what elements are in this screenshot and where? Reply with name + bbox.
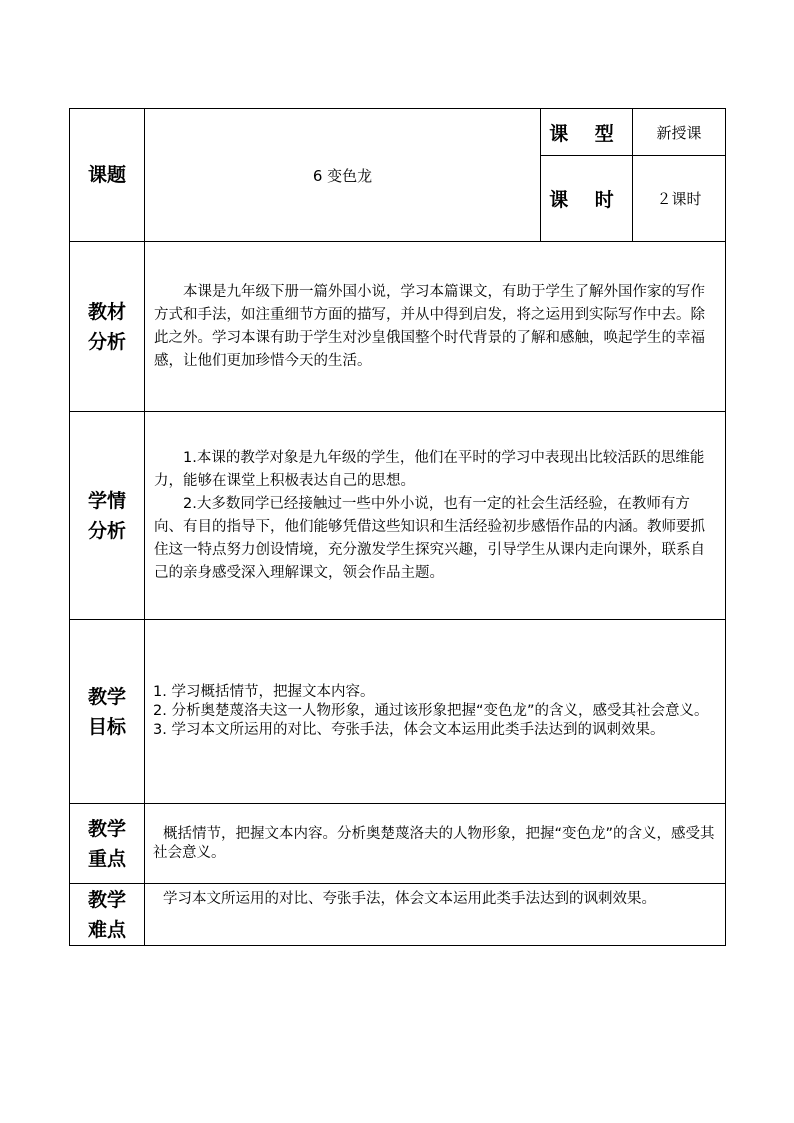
difficulties-text: 学习本文所运用的对比、夸张手法，体会文本运用此类手法达到的讽刺效果。	[163, 891, 656, 907]
objective-item: 2. 分析奥楚蔑洛夫这一人物形象，通过该形象把握“变色龙”的含义，感受其社会意义。	[153, 703, 709, 719]
difficulties-label	[70, 884, 145, 946]
lesson-type-value: 新授课	[633, 109, 726, 156]
header-row	[70, 109, 726, 156]
objectives-label-line1: 教学	[87, 685, 126, 708]
material-analysis-content	[145, 242, 726, 412]
lesson-plan-table	[69, 108, 726, 946]
key-points-label-line1: 教学	[87, 817, 126, 840]
objective-item: 1. 学习概括情节，把握文本内容。	[153, 684, 375, 700]
key-points-label	[70, 804, 145, 884]
learner-label-line2: 分析	[87, 519, 126, 542]
material-analysis-label	[70, 242, 145, 412]
learner-label-line1: 学情	[87, 489, 126, 512]
learner-analysis-label	[70, 412, 145, 620]
key-points-text: 概括情节，把握文本内容。分析奥楚蔑洛夫的人物形象，把握“变色龙”的含义，感受其社会意义。	[153, 825, 715, 861]
material-analysis-row	[70, 242, 726, 412]
learner-analysis-para2: 2.大多数同学已经接触过一些中外小说，也有一定的社会生活经验，在教师有方向、有目的指导下，他们能够凭借这些知识和生活经验初步感悟作品的内涵。教师要抓住这一特点努力创设情境，充分激发学生探究兴趣，引导学生从课内走向课外，联系自己的亲身感受深入理解课文，领会作品主题。	[154, 495, 705, 581]
lesson-hours-label: 课 时	[541, 156, 633, 242]
objective-item: 3. 学习本文所运用的对比、夸张手法，体会文本运用此类手法达到的讽刺效果。	[153, 722, 665, 738]
lesson-title: 6 变色龙	[145, 109, 541, 242]
key-points-label-line2: 重点	[87, 847, 126, 870]
learner-analysis-row	[70, 412, 726, 620]
difficulties-label-line2: 难点	[87, 918, 126, 941]
lesson-type-label: 课 型	[541, 109, 633, 156]
lesson-hours-value: ２课时	[633, 156, 726, 242]
objectives-row	[70, 620, 726, 804]
key-points-content	[145, 804, 726, 884]
objectives-content	[145, 620, 726, 804]
difficulties-label-line1: 教学	[87, 888, 126, 911]
key-points-row	[70, 804, 726, 884]
objectives-label	[70, 620, 145, 804]
objectives-label-line2: 目标	[87, 715, 126, 738]
difficulties-row	[70, 884, 726, 946]
material-label-line1: 教材	[87, 300, 126, 323]
learner-analysis-content	[145, 412, 726, 620]
learner-analysis-para1: 1.本课的教学对象是九年级的学生，他们在平时的学习中表现出比较活跃的思维能力，能够在课堂上积极表达自己的思想。	[154, 449, 705, 489]
material-label-line2: 分析	[87, 330, 126, 353]
topic-label: 课题	[70, 109, 145, 242]
material-analysis-text: 本课是九年级下册一篇外国小说，学习本篇课文，有助于学生了解外国作家的写作方式和手法，如注重细节方面的描写，并从中得到启发，将之运用到实际写作中去。除此之外。学习本课有助于学生对沙皇俄国整个时代背景的了解和感触，唤起学生的幸福感，让他们更加珍惜今天的生活。	[154, 283, 705, 369]
difficulties-content	[145, 884, 726, 946]
